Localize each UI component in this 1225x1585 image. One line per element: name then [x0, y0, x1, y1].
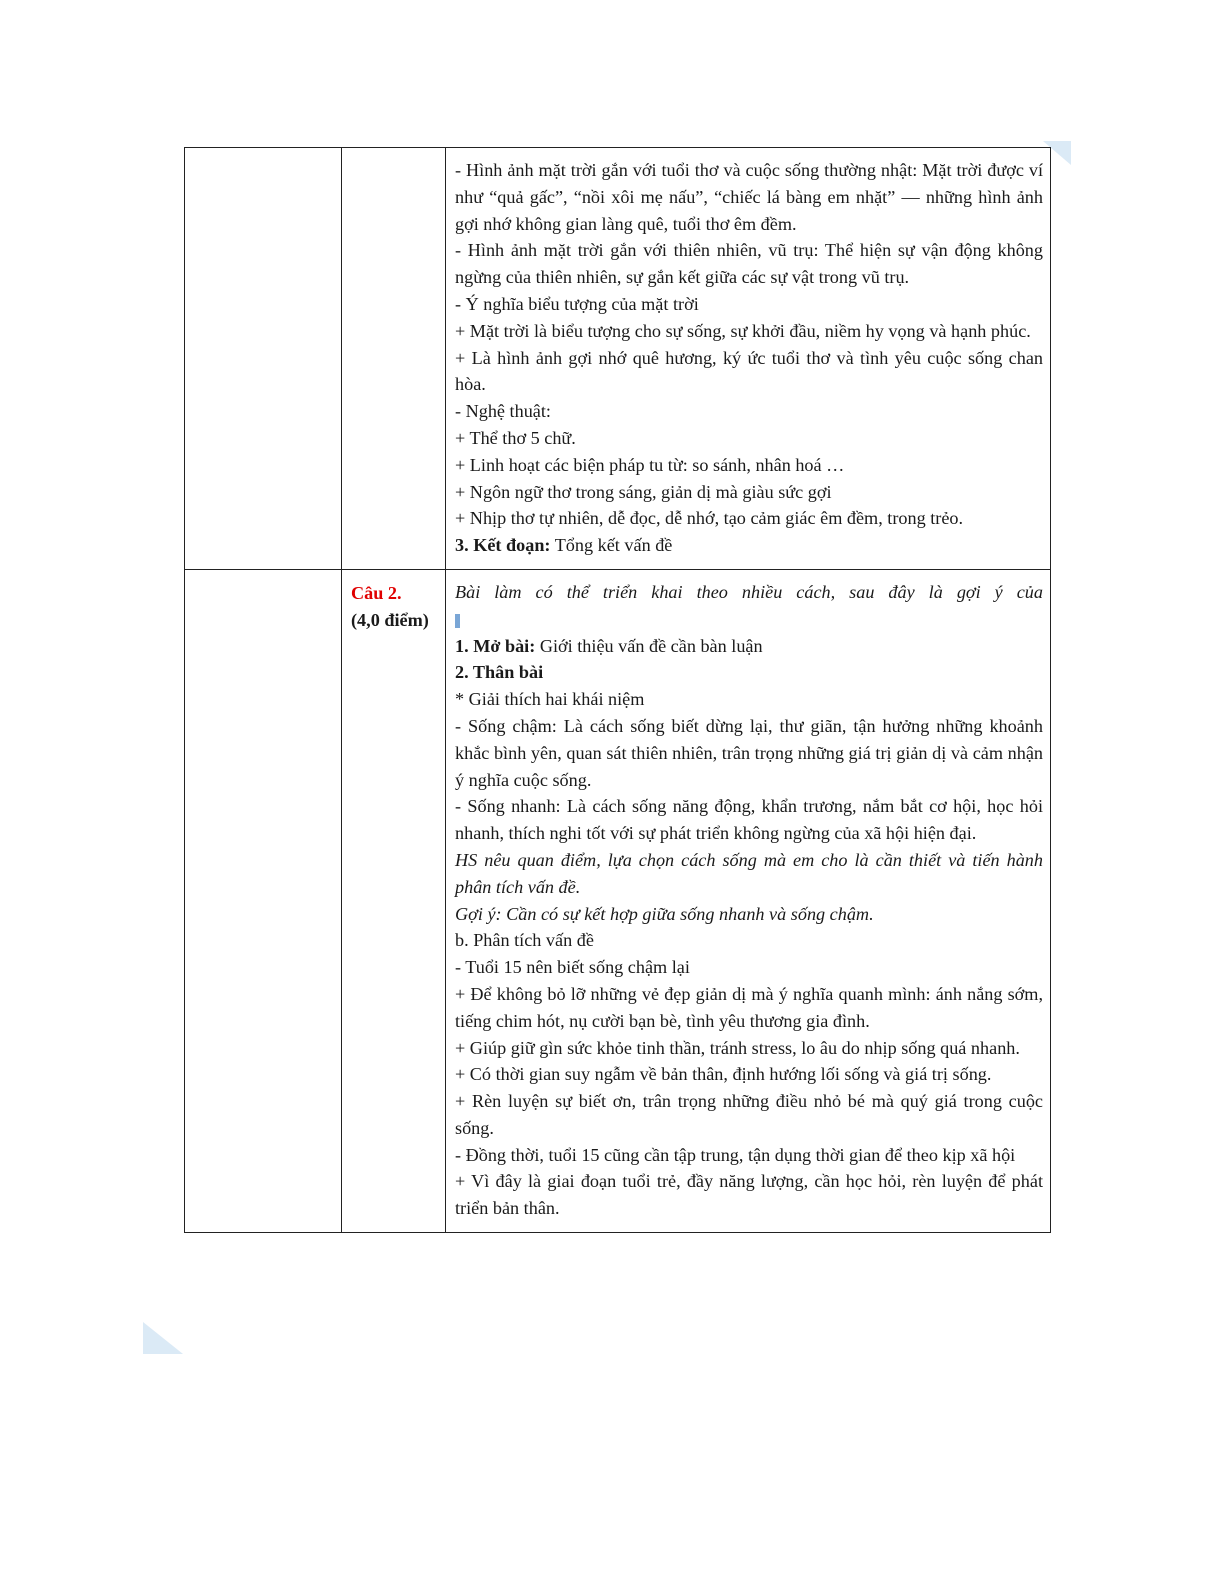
q1-conclusion-label: 3. Kết đoạn:	[455, 535, 551, 556]
table-row-q2	[185, 569, 1051, 1232]
q2-italic-line: Gợi ý: Cần có sự kết hợp giữa sống nhanh và sống chậm.	[455, 903, 874, 924]
q2-line: - Đồng thời, tuổi 15 cũng cần tập trung, tận dụng thời gian để theo kịp xã hội	[455, 1144, 1016, 1165]
table-row-q1-continuation	[185, 148, 1051, 570]
question-number: Câu 2.	[351, 582, 402, 603]
question-cell-empty	[342, 148, 446, 570]
q2-opening-text: Giới thiệu vấn đề cần bàn luận	[535, 635, 763, 656]
q1-content-cell	[446, 148, 1051, 570]
q2-opening	[455, 633, 1043, 660]
q2-intro	[455, 579, 1043, 606]
q2-line: + Có thời gian suy ngẫm về bản thân, định hướng lối sống và giá trị sống.	[455, 1064, 992, 1085]
q1-line: + Thể thơ 5 chữ.	[455, 427, 576, 448]
watermark-corner-bottom-left	[143, 1322, 183, 1354]
q2-body-heading: 2. Thân bài	[455, 662, 544, 683]
q2-line: - Sống nhanh: Là cách sống năng động, khẩn trương, nắm bắt cơ hội, học hỏi nhanh, thích nghi tốt với sự phát triển không ngừng của xã hội hiện đại.	[455, 796, 1043, 844]
q1-line: - Nghệ thuật:	[455, 401, 551, 422]
q2-intro-cut	[455, 606, 1043, 633]
q1-conclusion	[455, 532, 1043, 559]
q1-line: - Hình ảnh mặt trời gắn với thiên nhiên, vũ trụ: Thể hiện sự vận động không ngừng của thiên nhiên, sự gắn kết giữa các sự vật trong vũ trụ.	[455, 240, 1043, 288]
q2-line: + Vì đây là giai đoạn tuổi trẻ, đầy năng lượng, cần học hỏi, rèn luyện để phát triển bản thân.	[455, 1171, 1043, 1219]
q2-line: b. Phân tích vấn đề	[455, 930, 594, 951]
q2-content-cell	[446, 569, 1051, 1232]
q1-line: + Linh hoạt các biện pháp tu từ: so sánh, nhân hoá …	[455, 454, 845, 475]
q2-line: * Giải thích hai khái niệm	[455, 689, 645, 710]
q1-conclusion-text: Tổng kết vấn đề	[550, 535, 673, 556]
q1-line: - Ý nghĩa biểu tượng của mặt trời	[455, 293, 699, 314]
q2-italic-line: HS nêu quan điểm, lựa chọn cách sống mà em cho là cần thiết và tiến hành phân tích vấn đề.	[455, 849, 1043, 897]
section-cell-empty	[185, 569, 342, 1232]
q2-line: - Tuổi 15 nên biết sống chậm lại	[455, 957, 690, 978]
answer-key-table	[184, 147, 1051, 1233]
q2-line: + Rèn luyện sự biết ơn, trân trọng những điều nhỏ bé mà quý giá trong cuộc sống.	[455, 1091, 1043, 1138]
q2-intro-text: Bài làm có thể triển khai theo nhiều cách, sau đây là gợi ý của	[455, 581, 1043, 602]
q1-line: + Nhịp thơ tự nhiên, dễ đọc, dễ nhớ, tạo cảm giác êm đềm, trong trẻo.	[455, 508, 964, 529]
q1-line: + Là hình ảnh gợi nhớ quê hương, ký ức tuổi thơ và tình yêu cuộc sống chan hòa.	[455, 347, 1043, 395]
q1-line: - Hình ảnh mặt trời gắn với tuổi thơ và cuộc sống thường nhật: Mặt trời được ví như “quả gấc”, “nồi xôi mẹ nấu”, “chiếc lá bàng em nhặt” — những hình ảnh gợi nhớ không gian làng quê, tuổi thơ êm đềm.	[455, 160, 1043, 234]
question-points: (4,0 điểm)	[351, 609, 429, 630]
section-cell-empty	[185, 148, 342, 570]
q2-opening-label: 1. Mở bài:	[455, 635, 536, 656]
q2-line: + Để không bỏ lỡ những vẻ đẹp giản dị mà ý nghĩa quanh mình: ánh nắng sớm, tiếng chim hót, nụ cười bạn bè, tình yêu thương gia đình.	[455, 983, 1043, 1031]
q2-line: + Giúp giữ gìn sức khỏe tinh thần, tránh stress, lo âu do nhịp sống quá nhanh.	[455, 1037, 1020, 1058]
q1-line: + Ngôn ngữ thơ trong sáng, giản dị mà giàu sức gợi	[455, 481, 832, 502]
q2-line: - Sống chậm: Là cách sống biết dừng lại, thư giãn, tận hưởng những khoảnh khắc bình yên, quan sát thiên nhiên, trân trọng những giá trị giản dị và cảm nhận ý nghĩa cuộc sống.	[455, 715, 1043, 790]
cut-off-text-mark	[455, 614, 460, 628]
q1-line: + Mặt trời là biểu tượng cho sự sống, sự khởi đầu, niềm hy vọng và hạnh phúc.	[455, 320, 1031, 341]
question-cell-q2	[342, 569, 446, 1232]
